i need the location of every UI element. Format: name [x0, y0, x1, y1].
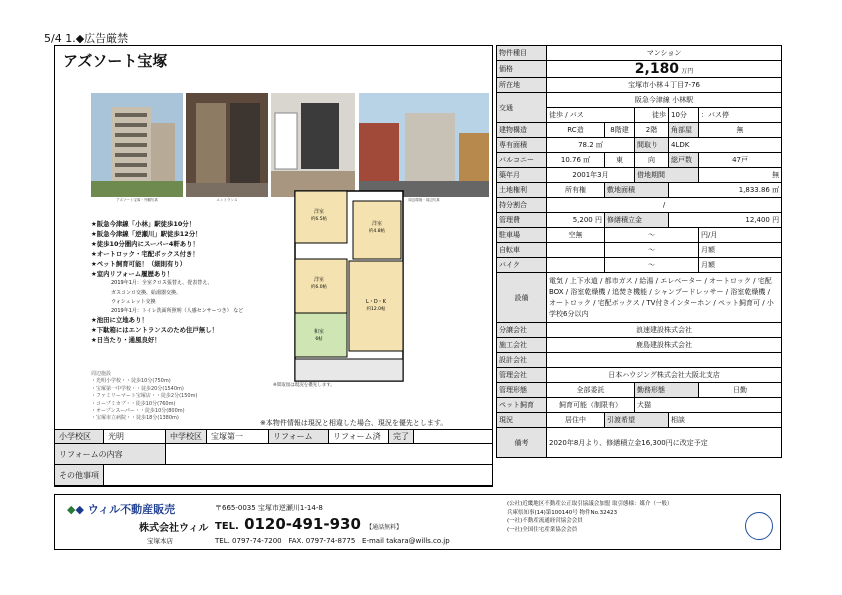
mgmt-form-label: 管理形態 — [497, 383, 547, 398]
reform-done-label: 完了 — [389, 430, 414, 444]
parking-value: 空無 — [547, 228, 605, 243]
nearby-item: ・光明小学校・・徒歩10分(750m) — [91, 378, 171, 385]
plan-room-label: L・D・K — [366, 299, 386, 305]
school-reform-table — [54, 429, 493, 486]
feature-item: ★阪急今津線「小林」駅徒歩10分！ — [91, 220, 196, 228]
facilities-label: 設備 — [497, 273, 547, 323]
page-tag: 5/4 1.◆広告厳禁 — [44, 32, 129, 45]
parking-fee: ～ — [605, 228, 699, 243]
balcony-cell: 10.76 ㎡ — [547, 153, 605, 168]
floor-value: 2階 — [635, 123, 669, 138]
status-label: 現況 — [497, 413, 547, 428]
walk-value: 10分 — [669, 108, 699, 123]
feature-item: ★池田に立地あり！ — [91, 316, 148, 325]
manager-value: 日本ハウジング株式会社大阪北支店 — [547, 368, 782, 383]
nearby-item: ・コープミカブ・・徒歩10分(760m) — [91, 400, 176, 407]
company-name: 株式会社ウィル — [139, 523, 209, 534]
corner-label: 角部屋 — [669, 123, 699, 138]
bike-unit: 月額 — [699, 243, 782, 258]
toll-free-tel: TEL. 0120-491-930 【通話無料】 — [215, 515, 403, 533]
floor-plan — [293, 189, 459, 389]
builder-label: 施工会社 — [497, 338, 547, 353]
plan-room-size: 約6.5帖 — [310, 217, 328, 222]
address-label: 所在地 — [497, 78, 547, 93]
work-form-value: 日勤 — [699, 383, 782, 398]
builder-value: 鹿島建設株式会社 — [547, 338, 782, 353]
built-label: 築年月 — [497, 168, 547, 183]
feature-item: ★オートロック・宅配ボックス付き！ — [91, 249, 199, 258]
repair-label: 修繕積立金 — [605, 213, 669, 228]
email-link[interactable]: E-mail takara@wills.co.jp — [362, 537, 450, 545]
bus-label: 徒歩 / バス — [547, 108, 635, 123]
address-value: 宝塚市小林４丁目7-76 — [547, 78, 782, 93]
feature-item: ガスコンロ交換、給湯器交換、 — [111, 289, 182, 296]
photo-caption: エントランス — [216, 198, 238, 202]
plan-note: ※間取図は現況を優先します。 — [273, 383, 335, 388]
units-value: 47戸 — [699, 153, 782, 168]
plan-room-label: 洋室 — [371, 221, 383, 227]
bike-label: 自転車 — [497, 243, 547, 258]
company-address: 〒665-0035 宝塚市逆瀬川1-14-8 — [215, 504, 323, 512]
mgmt-fee-label: 管理費 — [497, 213, 547, 228]
repair-cell: 12,400 円 — [669, 213, 782, 228]
parking-unit: 円/月 — [699, 228, 782, 243]
feature-list — [91, 220, 291, 346]
license-info — [507, 500, 742, 534]
plan-room-label: 和室 — [313, 329, 325, 335]
corner-value: 無 — [699, 123, 782, 138]
units-label: 総戸数 — [669, 153, 699, 168]
area-cell: 78.2 ㎡ — [547, 138, 635, 153]
price-unit: 万円 — [681, 68, 694, 75]
nearby-item: ・オープンスーパー・・徒歩10分(800m) — [91, 408, 185, 415]
plan-room-size: 約6.0帖 — [310, 285, 328, 290]
motor-unit: 月額 — [699, 258, 782, 273]
reform-label: リフォーム — [269, 430, 329, 444]
elem-school-label: 小学校区 — [55, 430, 104, 444]
design-label: 設計会社 — [497, 353, 547, 368]
photo-caption: 周辺環境・周辺写真 — [408, 198, 440, 202]
feature-item: ★室内リフォーム履歴あり！ — [91, 269, 174, 278]
disclaimer-note: ※本物件情報は現況と相違した場合、現況を優先とします。 — [260, 419, 448, 427]
feature-item: 2019年1月：全室クロス張替え、畳表替え、 — [111, 280, 213, 287]
seller-label: 分譲会社 — [497, 323, 547, 338]
traffic-label: 交通 — [497, 93, 547, 123]
design-value — [547, 353, 782, 368]
share-label: 持分割合 — [497, 198, 547, 213]
share-value: / — [547, 198, 782, 213]
elem-school-value: 光明 — [104, 430, 166, 444]
type-label: 物件種目 — [497, 46, 547, 61]
pet-label: ペット飼育 — [497, 398, 547, 413]
type-value: マンション — [547, 46, 782, 61]
manager-label: 管理会社 — [497, 368, 547, 383]
lease-value: 無 — [699, 168, 782, 183]
plan-room-label: 洋室 — [313, 277, 325, 283]
status-value: 居住中 — [547, 413, 605, 428]
nearby-header: 周辺施設 — [91, 371, 112, 377]
handover-value: 相談 — [669, 413, 782, 428]
reform-detail-label: リフォームの内容 — [55, 444, 166, 465]
reform-value: リフォーム済 — [329, 430, 389, 444]
feature-item: ★日当たり・通風良好！ — [91, 336, 161, 345]
agent-footer — [54, 494, 781, 550]
spec-table — [496, 45, 781, 491]
feature-item: ★徒歩10分圏内にスーパー4軒あり！ — [91, 239, 199, 248]
license-line: (公社)近畿地区不動産公正取引協議会加盟 取引態様：媒介（一般） — [507, 501, 673, 507]
price-label: 価格 — [497, 61, 547, 78]
structure-label: 建物構造 — [497, 123, 547, 138]
walk-label: 徒歩 — [635, 108, 669, 123]
floors-value: 8階建 — [605, 123, 635, 138]
remarks-value: 2020年8月より、修繕積立金16,300円に改定予定 — [547, 428, 782, 458]
bus-stop: ：バス停 — [699, 108, 782, 123]
facilities-value: 電気 / 上下水道 / 都市ガス / 給湯 / エレベーター / オートロック / 宅配BOX / 浴室乾燥機 / 追焚き機能 / シャンプードレッサー / 浴室乾燥機 / オートロック / 宅配ボックス / TV付きインターホン / ペット飼育可 / 小学校6分以内 — [547, 273, 782, 323]
structure-value: RC造 — [547, 123, 605, 138]
photo-entrance — [186, 93, 268, 209]
direction-value: 東 — [605, 153, 635, 168]
mid-school-value: 宝塚第一 — [207, 430, 269, 444]
layout-label: 間取り — [635, 138, 669, 153]
feature-item: ★ペット飼育可能！（細則有り） — [91, 259, 187, 268]
motor-fee: ～ — [605, 258, 699, 273]
nearby-item: ・ファミリーマート宝塚店・・徒歩2分(150m) — [91, 393, 198, 400]
work-form-label: 勤務形態 — [635, 383, 699, 398]
bike-fee: ～ — [605, 243, 699, 258]
brand-logo: ◆◆ ウィル不動産販売 — [67, 503, 176, 516]
mgmt-fee-cell: 5,200 円 — [547, 213, 605, 228]
station-value: 阪急今津線 小林駅 — [547, 93, 782, 108]
feature-item: ★下駄箱にはエントランスのため住戸無し！ — [91, 326, 218, 335]
license-line: 兵庫県知事(14)第100140号 物件No.32423 — [507, 509, 618, 516]
nearby-item: ・宝塚市立病院・・徒歩18分(1380m) — [91, 415, 179, 422]
license-line: (一社)全国住宅産業協会会員 — [507, 526, 578, 533]
contact-line: TEL. 0797-74-7200 FAX. 0797-74-8775 E-mail takara@wills.co.jp — [215, 537, 450, 545]
nearby-item: ・宝塚第一中学校・・徒歩20分(1540m) — [91, 385, 184, 392]
feature-item: ウォシュレット交換 — [111, 298, 156, 305]
direction-suffix: 向 — [635, 153, 669, 168]
plan-room-size: 6帖 — [315, 337, 323, 342]
association-seal-icon — [745, 512, 773, 540]
motor-label: バイク — [497, 258, 547, 273]
land-value: 所有権 — [547, 183, 605, 198]
layout-value: 4LDK — [669, 138, 782, 153]
nearby-list — [91, 371, 291, 423]
pet-kind: 犬猫 — [635, 398, 782, 413]
photo-exterior — [91, 93, 183, 209]
built-value: 2001年3月 — [547, 168, 635, 183]
remarks-label: 備考 — [497, 428, 547, 458]
seller-value: 浪速建設株式会社 — [547, 323, 782, 338]
property-title: アズソート宝塚 — [63, 52, 168, 70]
site-label: 敷地面積 — [605, 183, 669, 198]
lease-label: 借地期間 — [635, 168, 699, 183]
mgmt-form-value: 全部委託 — [547, 383, 635, 398]
handover-label: 引渡希望 — [605, 413, 669, 428]
plan-room-label: 洋室 — [313, 209, 325, 215]
property-panel — [54, 45, 493, 487]
other-label: その他事項 — [55, 465, 104, 486]
plan-room-size: 約4.8帖 — [368, 229, 386, 234]
pet-value: 飼育可能（制限有） — [547, 398, 635, 413]
feature-item: ★阪急今津線「逆瀬川」駅徒歩12分！ — [91, 229, 202, 238]
land-label: 土地権利 — [497, 183, 547, 198]
feature-item: 2019年1月：トイレ洗面所照明（人感センサーつき） など — [111, 308, 244, 315]
photo-caption: アズソート宝塚・外観写真 — [116, 198, 158, 202]
balcony-label: バルコニー — [497, 153, 547, 168]
parking-label: 駐車場 — [497, 228, 547, 243]
plan-room-size: 約12.0帖 — [366, 307, 386, 312]
branch-name: 宝塚本店 — [147, 537, 173, 545]
site-cell: 1,833.86 ㎡ — [669, 183, 782, 198]
price-value: 2,180 — [634, 61, 680, 77]
price-cell — [547, 61, 782, 78]
area-label: 専有面積 — [497, 138, 547, 153]
license-line: (一社)不動産流通経営協会会員 — [507, 518, 583, 524]
mid-school-label: 中学校区 — [166, 430, 207, 444]
